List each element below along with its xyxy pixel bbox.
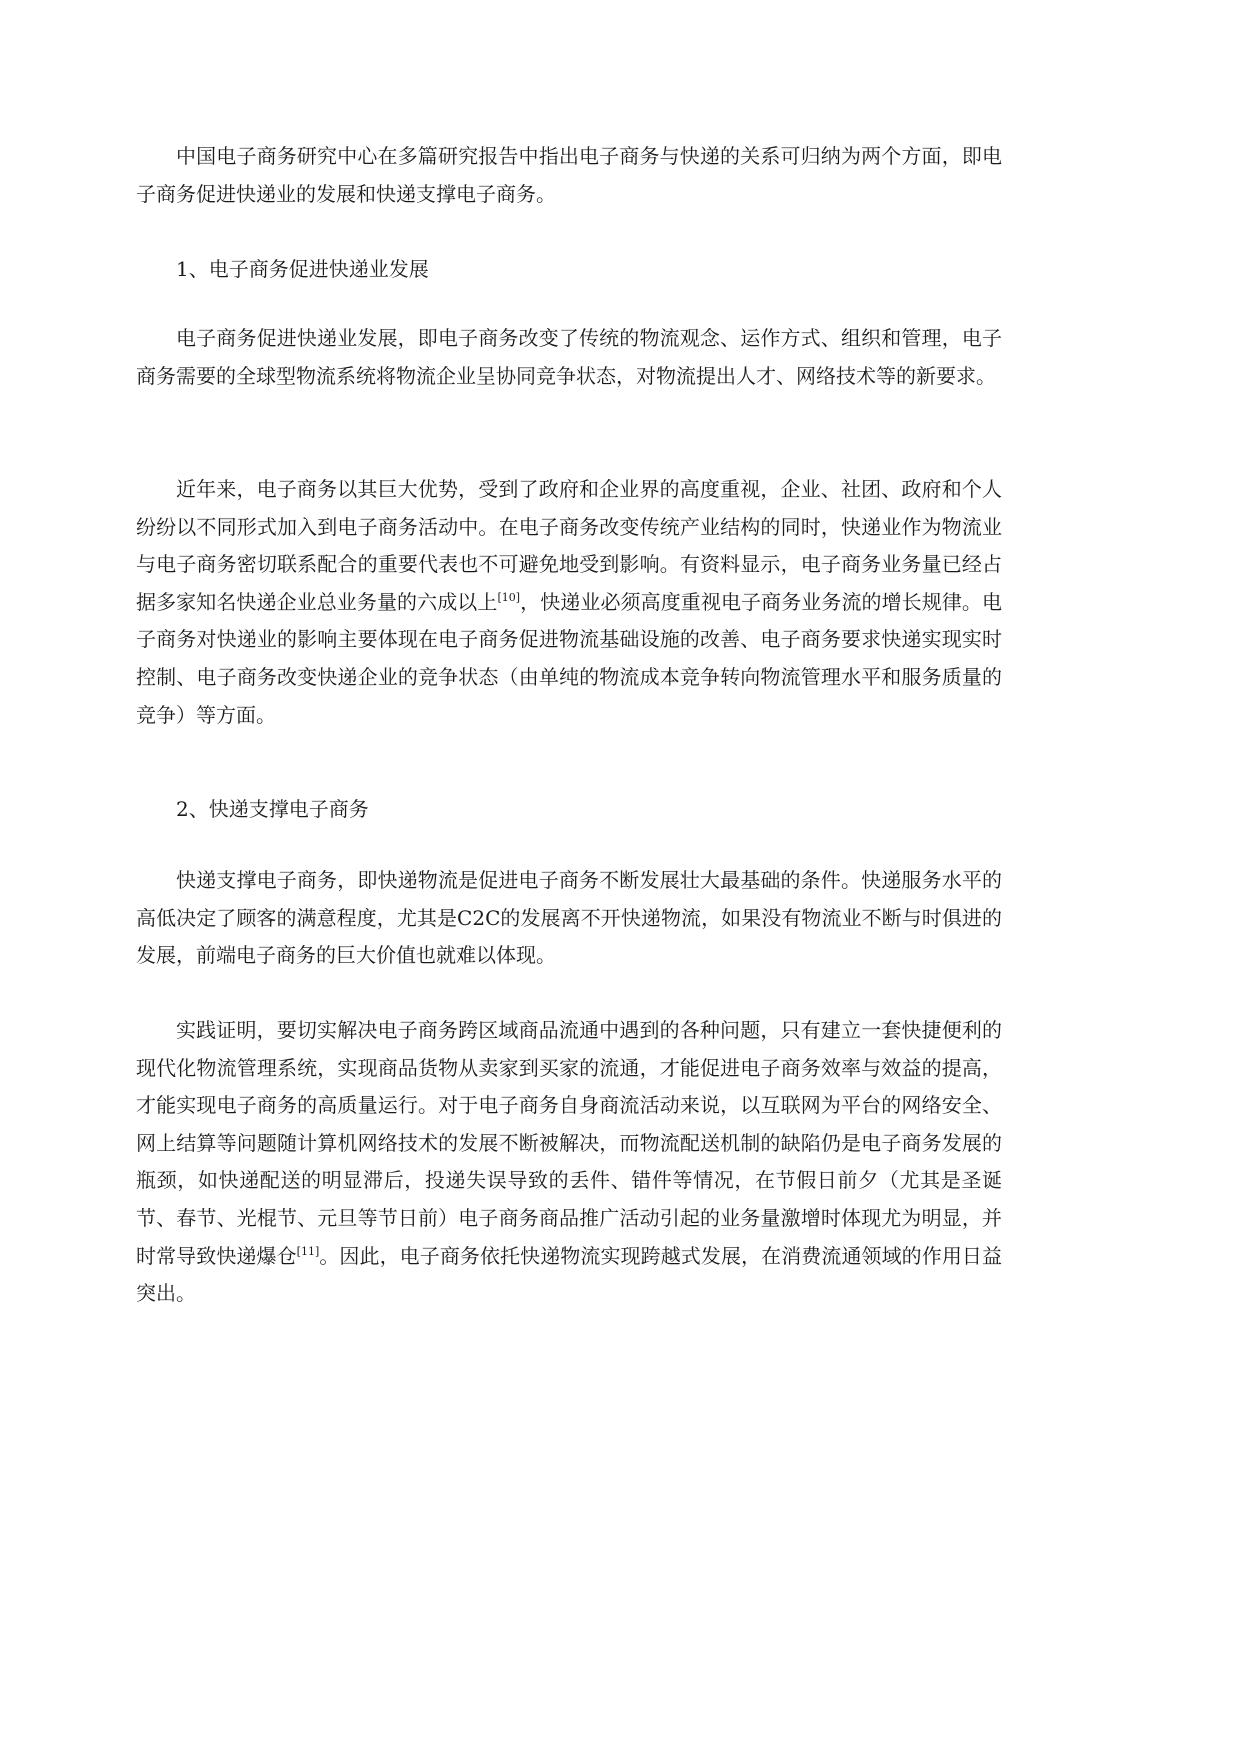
section-1-heading: 1、电子商务促进快递业发展 (176, 257, 429, 281)
citation-10: [10] (497, 590, 521, 604)
section-1-paragraph-1: 电子商务促进快递业发展，即电子商务改变了传统的物流观念、运作方式、组织和管理，电子商务需要的全球型物流系统将物流企业呈协同竞争状态，对物流提出人才、网络技术等的新要求。 (136, 326, 1002, 388)
section-1-paragraph-2-text-a: 近年来，电子商务以其巨大优势，受到了政府和企业界的高度重视，企业、社团、政府和个人纷纷以不同形式加入到电子商务活动中。在电子商务改变传统产业结构的同时，快递业作为物流业与电子商务密切联系配合的重要代表也不可避免地受到影响。有资料显示，电子商务业务量已经占据多家知名快递企业总业务量的六成以上 (136, 477, 1002, 614)
intro-paragraph: 中国电子商务研究中心在多篇研究报告中指出电子商务与快递的关系可归纳为两个方面，即电子商务促进快递业的发展和快递支撑电子商务。 (136, 144, 1002, 206)
section-2-paragraph-2 (136, 1012, 1002, 1313)
section-2-paragraph-2-text-b: 。因此，电子商务依托快递物流实现跨越式发展，在消费流通领域的作用日益突出。 (136, 1243, 1003, 1306)
section-2-paragraph-2-text-a: 实践证明，要切实解决电子商务跨区域商品流通中遇到的各种问题，只有建立一套快捷便利的现代化物流管理系统，实现商品货物从卖家到买家的流通，才能促进电子商务效率与效益的提高，才能实现电子商务的高质量运行。对于电子商务自身商流活动来说，以互联网为平台的网络安全、网上结算等问题随计算机网络技术的发展不断被解决，而物流配送机制的缺陷仍是电子商务发展的瓶颈，如快递配送的明显滞后，投递失误导致的丢件、错件等情况，在节假日前夕（尤其是圣诞节、春节、光棍节、元旦等节日前）电子商务商品推广活动引起的业务量激增时体现尤为明显，并时常导致快递爆仓 (136, 1018, 1002, 1268)
section-1-paragraph-2-text-b: ，快递业必须高度重视电子商务业务流的增长规律。电子商务对快递业的影响主要体现在电子商务促进物流基础设施的改善、电子商务要求快递实现实时控制、电子商务改变快递企业的竞争状态（由单纯的物流成本竞争转向物流管理水平和服务质量的竞争）等方面。 (136, 589, 1003, 727)
citation-11: [11] (296, 1244, 320, 1258)
section-2-paragraph-1: 快递支撑电子商务，即快递物流是促进电子商务不断发展壮大最基础的条件。快递服务水平的高低决定了顾客的满意程度，尤其是C2C的发展离不开快递物流，如果没有物流业不断与时俱进的发展，前端电子商务的巨大价值也就难以体现。 (136, 868, 1002, 968)
section-1-paragraph-2 (136, 471, 1002, 734)
section-2-heading: 2、快递支撑电子商务 (176, 797, 369, 821)
